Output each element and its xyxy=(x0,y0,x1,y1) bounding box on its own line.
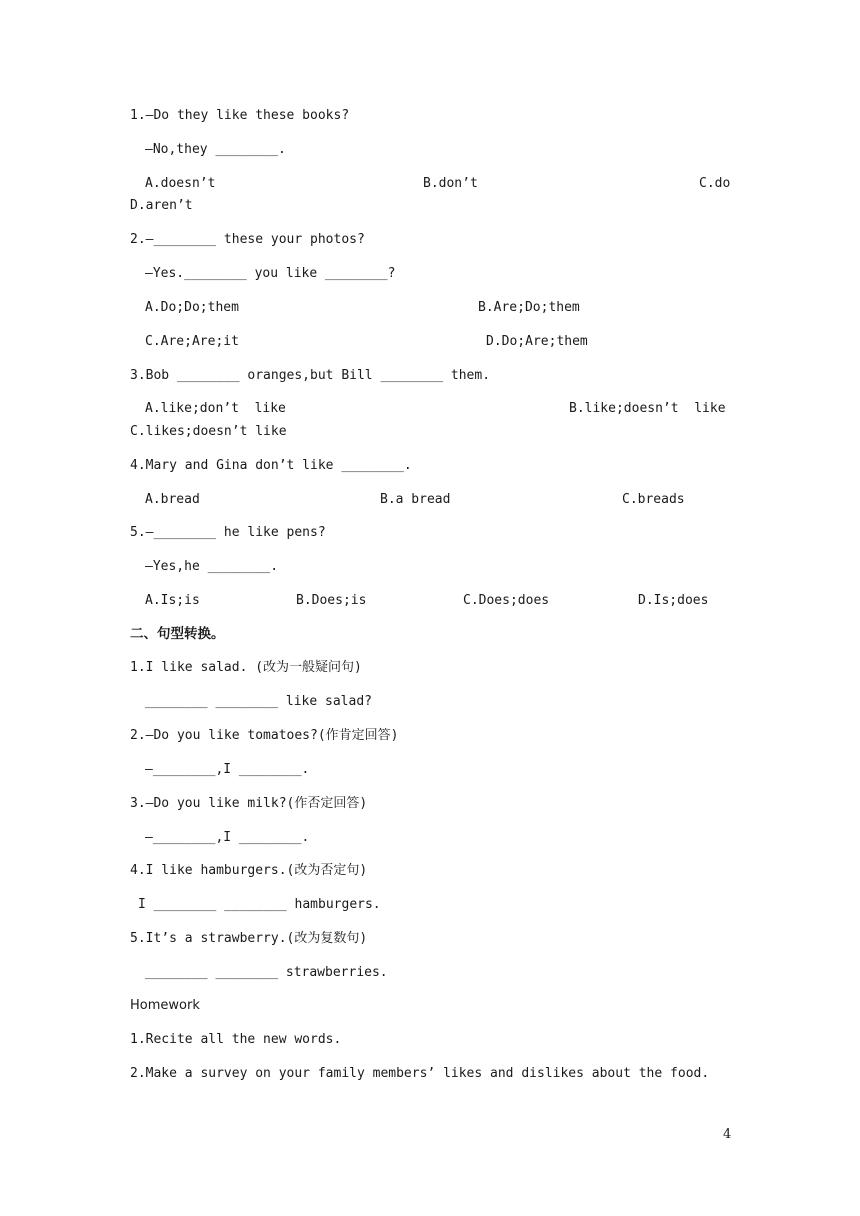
s2-item5-question: 5.It’s a strawberry.(改为复数句) xyxy=(130,931,368,946)
q4-option-b: B.a bread xyxy=(380,492,451,507)
s2-item1-question: 1.I like salad. (改为一般疑问句) xyxy=(130,660,362,675)
q1-option-a: A.doesn’t xyxy=(145,176,216,191)
homework-item-1: 1.Recite all the new words. xyxy=(130,1032,342,1047)
q3-question: 3.Bob ________ oranges,but Bill ________ them. xyxy=(130,368,491,383)
s2-item2-question: 2.—Do you like tomatoes?(作肯定回答) xyxy=(130,728,399,743)
s2-item3-answer: —________,I ________. xyxy=(145,830,310,845)
q5-option-d: D.Is;does xyxy=(638,593,709,608)
s2-item3-question: 3.—Do you like milk?(作否定回答) xyxy=(130,796,368,811)
s2-item4-answer: I ________ ________ hamburgers. xyxy=(138,897,381,912)
q5-answer: —Yes,he ________. xyxy=(145,559,279,574)
q2-option-c: C.Are;Are;it xyxy=(145,334,239,349)
q1-option-d: D.aren’t xyxy=(130,198,193,213)
homework-title: Homework xyxy=(130,998,200,1013)
s2-item1-answer: ________ ________ like salad? xyxy=(145,694,372,709)
q4-option-c: C.breads xyxy=(622,492,685,507)
s2-item4-question: 4.I like hamburgers.(改为否定句) xyxy=(130,863,368,878)
q1-option-c: C.do xyxy=(699,176,731,191)
q5-option-b: B.Does;is xyxy=(296,593,367,608)
q1-question: 1.—Do they like these books? xyxy=(130,108,350,123)
q3-option-a: A.like;don’t like xyxy=(145,401,286,416)
q2-option-b: B.Are;Do;them xyxy=(478,300,580,315)
page-number: 4 xyxy=(723,1127,732,1142)
section2-heading: 二、句型转换。 xyxy=(130,626,225,642)
q3-option-b: B.like;doesn’t like xyxy=(569,401,726,416)
q2-question: 2.—________ these your photos? xyxy=(130,232,365,247)
q1-option-b: B.don’t xyxy=(423,176,478,191)
q2-answer: —Yes.________ you like ________? xyxy=(145,266,396,281)
q1-answer: —No,they ________. xyxy=(145,142,286,157)
q2-option-a: A.Do;Do;them xyxy=(145,300,239,315)
q5-option-c: C.Does;does xyxy=(463,593,550,608)
q3-option-c: C.likes;doesn’t like xyxy=(130,424,287,439)
q4-option-a: A.bread xyxy=(145,492,200,507)
s2-item2-answer: —________,I ________. xyxy=(145,762,310,777)
s2-item5-answer: ________ ________ strawberries. xyxy=(145,965,388,980)
q5-question: 5.—________ he like pens? xyxy=(130,525,326,540)
q5-option-a: A.Is;is xyxy=(145,593,200,608)
q2-option-d: D.Do;Are;them xyxy=(486,334,588,349)
q4-question: 4.Mary and Gina don’t like ________. xyxy=(130,458,412,473)
homework-item-2: 2.Make a survey on your family members’ likes and dislikes about the food. xyxy=(130,1066,710,1081)
